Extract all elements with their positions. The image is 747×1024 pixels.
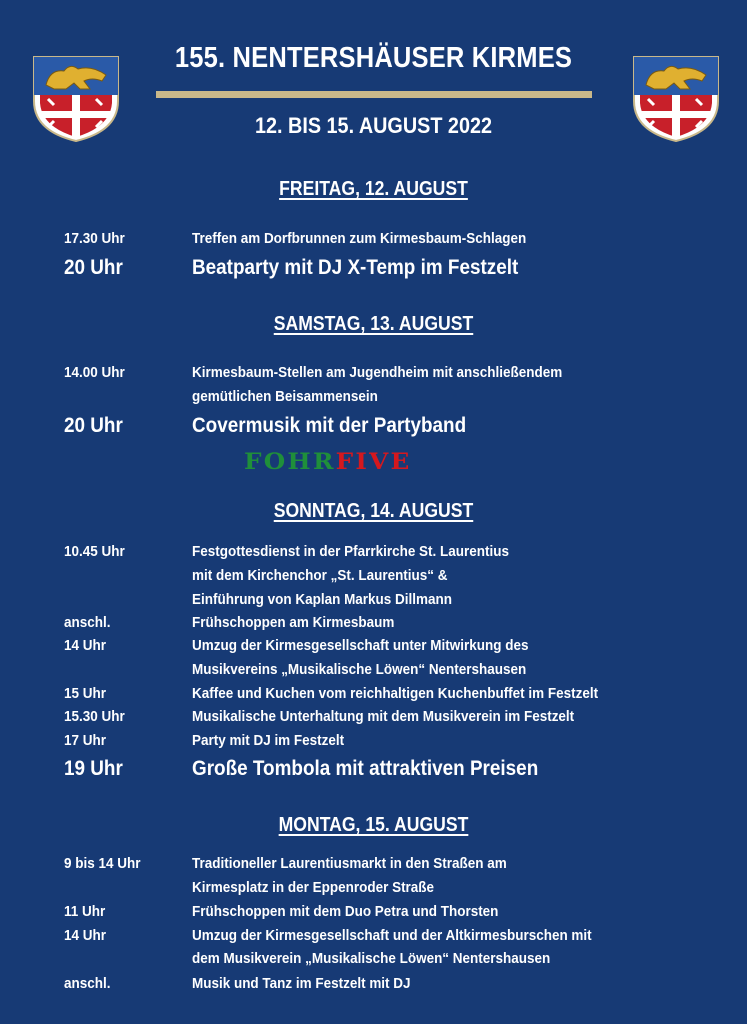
event-time: anschl. (64, 615, 111, 631)
event-description: Umzug der Kirmesgesellschaft und der Altkirmesburschen mit (192, 928, 592, 944)
event-time: 20 Uhr (64, 414, 123, 437)
band-logo-part1: FOHR (244, 449, 336, 475)
event-row (0, 972, 747, 996)
event-description: Frühschoppen mit dem Duo Petra und Thorsten (192, 904, 499, 920)
event-row-continuation (0, 658, 747, 682)
day-heading-saturday: SAMSTAG, 13. AUGUST (273, 313, 474, 335)
event-time: anschl. (64, 976, 111, 992)
event-description: Festgottesdienst in der Pfarrkirche St. Laurentius (192, 544, 509, 560)
event-row-continuation (0, 588, 747, 612)
event-description: Musikalische Unterhaltung mit dem Musikverein im Festzelt (192, 709, 575, 725)
event-time: 15.30 Uhr (64, 709, 125, 725)
day-heading-monday: MONTAG, 15. AUGUST (278, 814, 469, 836)
event-row (0, 540, 747, 564)
event-description: Covermusik mit der Partyband (192, 414, 467, 437)
event-row-highlight (0, 253, 747, 283)
event-time: 17 Uhr (64, 733, 106, 749)
event-row (0, 634, 747, 658)
event-row-continuation (0, 564, 747, 588)
event-description: Party mit DJ im Festzelt (192, 733, 345, 749)
event-time: 14.00 Uhr (64, 365, 125, 381)
event-description: Musikvereins „Musikalische Löwen“ Nentershausen (192, 662, 527, 678)
event-time: 11 Uhr (64, 904, 106, 920)
day-heading-friday: FREITAG, 12. AUGUST (279, 178, 468, 200)
event-description: Traditioneller Laurentiusmarkt in den Straßen am (192, 856, 507, 872)
event-time: 14 Uhr (64, 928, 106, 944)
event-time: 17.30 Uhr (64, 231, 125, 247)
event-description: Beatparty mit DJ X-Temp im Festzelt (192, 256, 519, 279)
band-logo-part2: FIVE (335, 449, 412, 475)
event-description: Kirmesplatz in der Eppenroder Straße (192, 880, 435, 896)
event-row (0, 852, 747, 876)
event-description: mit dem Kirchenchor „St. Laurentius“ & (192, 568, 448, 584)
band-logo (244, 449, 412, 475)
event-time: 20 Uhr (64, 256, 123, 279)
event-description: Kirmesbaum-Stellen am Jugendheim mit anschließendem (192, 365, 563, 381)
event-row-continuation (0, 385, 747, 409)
event-time: 19 Uhr (64, 757, 123, 780)
event-time: 15 Uhr (64, 686, 106, 702)
event-row (0, 900, 747, 924)
event-row (0, 361, 747, 385)
event-description: Musik und Tanz im Festzelt mit DJ (192, 976, 411, 992)
event-description: Einführung von Kaplan Markus Dillmann (192, 592, 452, 608)
date-range: 12. BIS 15. AUGUST 2022 (255, 113, 492, 138)
event-row (0, 924, 747, 948)
event-row-continuation (0, 876, 747, 900)
event-description: Frühschoppen am Kirmesbaum (192, 615, 395, 631)
event-row (0, 227, 747, 251)
title-divider (156, 91, 592, 98)
event-description: dem Musikverein „Musikalische Löwen“ Nentershausen (192, 951, 551, 967)
event-description: Treffen am Dorfbrunnen zum Kirmesbaum-Schlagen (192, 231, 527, 247)
event-description: gemütlichen Beisammensein (192, 389, 378, 405)
event-row (0, 611, 747, 635)
event-row (0, 682, 747, 706)
page-title: 155. NENTERSHÄUSER KIRMES (174, 42, 573, 74)
event-description: Umzug der Kirmesgesellschaft unter Mitwirkung des (192, 638, 529, 654)
event-row-continuation (0, 947, 747, 971)
event-row (0, 705, 747, 729)
event-time: 9 bis 14 Uhr (64, 856, 141, 872)
event-time: 10.45 Uhr (64, 544, 125, 560)
event-description: Große Tombola mit attraktiven Preisen (192, 757, 539, 780)
event-row (0, 729, 747, 753)
event-row-highlight (0, 411, 747, 441)
event-description: Kaffee und Kuchen vom reichhaltigen Kuchenbuffet im Festzelt (192, 686, 599, 702)
event-time: 14 Uhr (64, 638, 106, 654)
event-row-highlight (0, 754, 747, 784)
day-heading-sunday: SONNTAG, 14. AUGUST (273, 500, 474, 522)
